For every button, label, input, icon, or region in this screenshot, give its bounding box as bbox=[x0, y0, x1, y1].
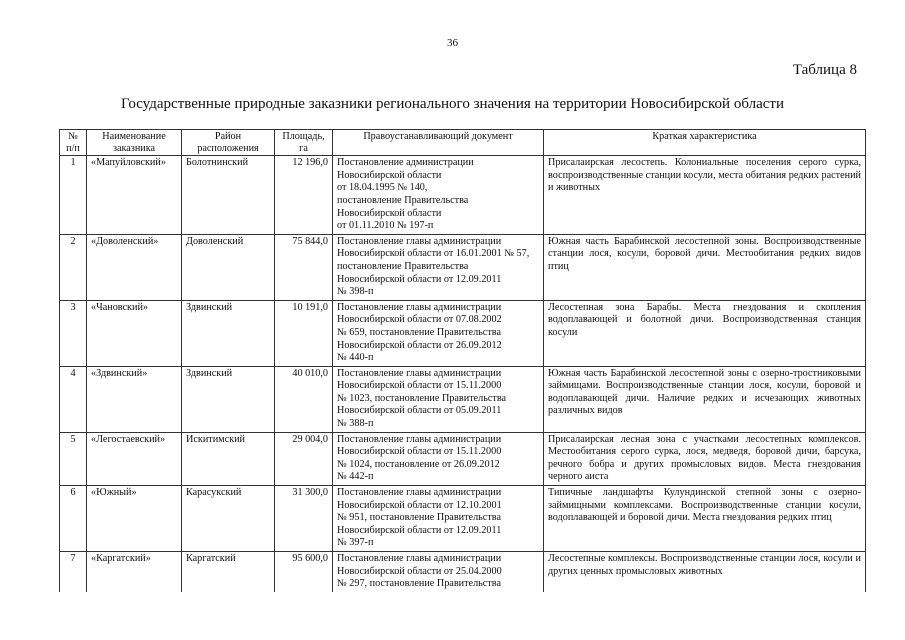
reserve-name: «Каргатский» bbox=[87, 552, 182, 592]
district-name: Карасукский bbox=[182, 486, 275, 552]
reserve-name: «Легостаевский» bbox=[87, 432, 182, 485]
document-line: № 1023, постановление Правительства bbox=[337, 392, 507, 404]
district-name: Болотнинский bbox=[182, 156, 275, 235]
document-line: № 398-п bbox=[337, 286, 374, 298]
document-line: № 388-п bbox=[337, 418, 374, 430]
document-line: № 1024, постановление от 26.09.2012 bbox=[337, 458, 500, 470]
document-line: Новосибирской области от 15.11.2000 bbox=[337, 446, 502, 458]
district-name: Здвинский bbox=[182, 366, 275, 432]
area-value: 31 300,0 bbox=[275, 486, 333, 552]
table-header-row bbox=[60, 130, 866, 156]
district-name: Каргатский bbox=[182, 552, 275, 592]
document-line: Новосибирской области от 05.09.2011 bbox=[337, 405, 502, 417]
header-num: № п/п bbox=[60, 130, 87, 156]
row-number: 4 bbox=[60, 366, 87, 432]
document-line: от 01.11.2010 № 197-п bbox=[337, 220, 434, 232]
reserves-table bbox=[59, 129, 866, 592]
table-label: Таблица 8 bbox=[792, 62, 857, 78]
district-name: Искитимский bbox=[182, 432, 275, 485]
short-characteristic: Южная часть Барабинской лесостепной зоны. Воспроизводственные станции лося, косули, боровой дичи. Местообитания редких видов птиц bbox=[544, 234, 866, 300]
document-line: Постановление главы администрации bbox=[337, 367, 502, 379]
reserve-name: «Мапуйловский» bbox=[87, 156, 182, 235]
document-line: № 951, постановление Правительства bbox=[337, 512, 501, 524]
document-line: Новосибирской области от 12.09.2011 bbox=[337, 273, 502, 285]
short-characteristic: Лесостепная зона Барабы. Места гнездования и скопления водоплавающей и болотной дичи. Воспроизводственная станция косули bbox=[544, 300, 866, 366]
document-line: № 442-п bbox=[337, 471, 374, 483]
area-value: 40 010,0 bbox=[275, 366, 333, 432]
row-number: 2 bbox=[60, 234, 87, 300]
reserve-name: «Доволенский» bbox=[87, 234, 182, 300]
area-value: 29 004,0 bbox=[275, 432, 333, 485]
document-line: Постановление главы администрации bbox=[337, 487, 502, 499]
legal-document bbox=[333, 366, 544, 432]
document-line: Постановление главы администрации bbox=[337, 301, 502, 313]
area-value: 95 600,0 bbox=[275, 552, 333, 592]
short-characteristic: Лесостепные комплексы. Воспроизводственные станции лося, косули и других ценных промысловых животных bbox=[544, 552, 866, 592]
legal-document bbox=[333, 486, 544, 552]
document-line: Новосибирской области bbox=[337, 207, 442, 219]
row-number: 5 bbox=[60, 432, 87, 485]
document-line: Постановление администрации bbox=[337, 157, 474, 169]
header-characteristic: Краткая характеристика bbox=[544, 130, 866, 156]
legal-document bbox=[333, 432, 544, 485]
legal-document bbox=[333, 300, 544, 366]
table-row bbox=[60, 366, 866, 432]
document-line: Постановление главы администрации bbox=[337, 553, 502, 564]
legal-document bbox=[333, 552, 544, 592]
table-row bbox=[60, 432, 866, 485]
legal-document bbox=[333, 156, 544, 235]
reserve-name: «Чановский» bbox=[87, 300, 182, 366]
document-line: Новосибирской области от 15.11.2000 bbox=[337, 380, 502, 392]
header-district: Район расположения bbox=[182, 130, 275, 156]
short-characteristic: Присалаирская лесостепь. Колониальные поселения серого сурка, воспроизводственные станции косули, места обитания редких растений и животных bbox=[544, 156, 866, 235]
document-line: № 397-п bbox=[337, 537, 374, 549]
short-characteristic: Присалаирская лесная зона с участками лесостепных комплексов. Местообитания серого сурка, лося, медведя, боровой дичи, барсука, речного бобра и других промысловых видов. Места гнездования черного аиста bbox=[544, 432, 866, 485]
document-line: Новосибирской области от 26.09.2012 bbox=[337, 339, 502, 351]
area-value: 12 196,0 bbox=[275, 156, 333, 235]
reserve-name: «Южный» bbox=[87, 486, 182, 552]
row-number: 7 bbox=[60, 552, 87, 592]
area-value: 75 844,0 bbox=[275, 234, 333, 300]
legal-document bbox=[333, 234, 544, 300]
document-line: № 659, постановление Правительства bbox=[337, 326, 501, 338]
document-line: от 18.04.1995 № 140, bbox=[337, 182, 428, 194]
document-line: Новосибирской области от 12.10.2001 bbox=[337, 499, 502, 511]
page-title: Государственные природные заказники регионального значения на территории Новосибирской области bbox=[121, 96, 784, 112]
document-line: Новосибирской области от 07.08.2002 bbox=[337, 314, 502, 326]
document-line: постановление Правительства bbox=[337, 260, 469, 272]
table-row bbox=[60, 156, 866, 235]
document-line: Новосибирской области от 12.09.2011 bbox=[337, 524, 502, 536]
row-number: 1 bbox=[60, 156, 87, 235]
document-line: № 440-п bbox=[337, 352, 374, 364]
document-line: Новосибирской области от 16.01.2001 № 57, bbox=[337, 248, 530, 260]
document-line: Постановление главы администрации bbox=[337, 235, 502, 247]
short-characteristic: Южная часть Барабинской лесостепной зоны с озерно-тростниковыми займищами. Воспроизводственные станции лося, косули, боровой и водоплавающей дичи. Наличие редких и исчезающих животных различных видов bbox=[544, 366, 866, 432]
header-document: Правоустанавливающий документ bbox=[333, 130, 544, 156]
table-body bbox=[60, 156, 866, 592]
row-number: 6 bbox=[60, 486, 87, 552]
header-area: Площадь, га bbox=[275, 130, 333, 156]
table-row bbox=[60, 552, 866, 592]
reserve-name: «Здвинский» bbox=[87, 366, 182, 432]
table-row bbox=[60, 300, 866, 366]
document-line: Постановление главы администрации bbox=[337, 433, 502, 445]
header-name: Наименование заказника bbox=[87, 130, 182, 156]
document-line: Новосибирской области от 25.04.2000 bbox=[337, 565, 502, 577]
district-name: Здвинский bbox=[182, 300, 275, 366]
document-line: № 297, постановление Правительства bbox=[337, 578, 501, 590]
page-number: 36 bbox=[447, 37, 458, 49]
table-row bbox=[60, 486, 866, 552]
document-line: постановление Правительства bbox=[337, 194, 469, 206]
document-line: Новосибирской области bbox=[337, 169, 442, 181]
area-value: 10 191,0 bbox=[275, 300, 333, 366]
district-name: Доволенский bbox=[182, 234, 275, 300]
table-row bbox=[60, 234, 866, 300]
row-number: 3 bbox=[60, 300, 87, 366]
short-characteristic: Типичные ландшафты Кулундинской степной зоны с озерно-займищными комплексами. Воспроизводственные станции косули, водоплавающей и боровой дичи. Места гнездования редких птиц bbox=[544, 486, 866, 552]
